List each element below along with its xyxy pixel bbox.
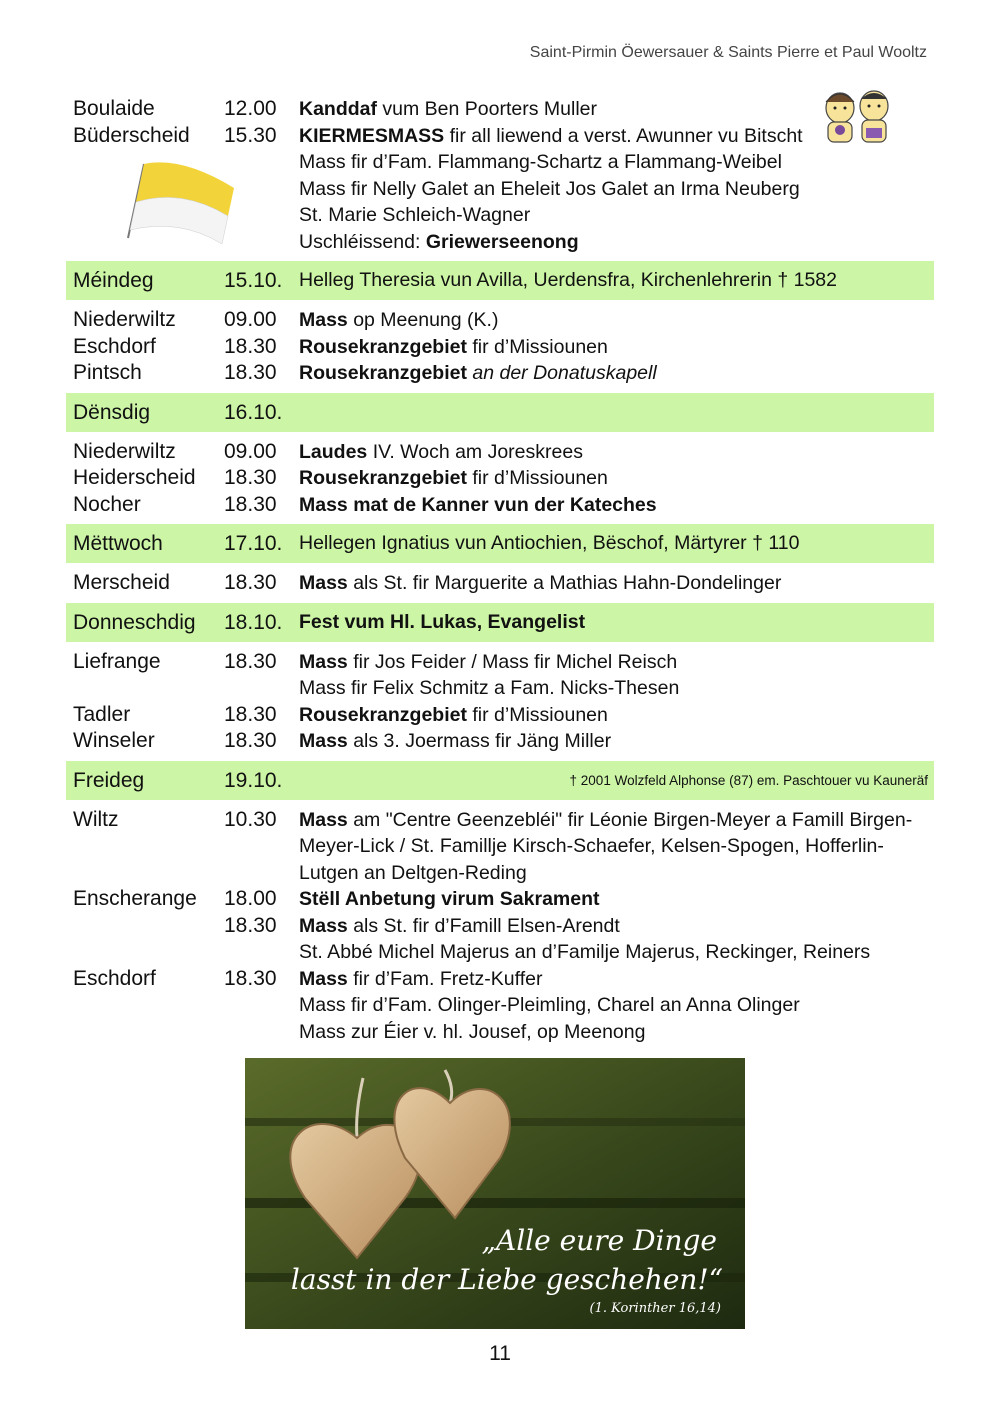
parish-name: Liefrange [73, 649, 161, 673]
schedule-row [66, 966, 934, 993]
schedule-row [66, 307, 934, 334]
mass-time: 09.00 [224, 439, 277, 463]
saint-of-day: Fest vum Hl. Lukas, Evangelist [299, 610, 586, 633]
intention-text: Rousekranzgebiet fir d’Missiounen [299, 703, 608, 726]
mass-time: 18.00 [224, 887, 277, 910]
intention-text: Mass als 3. Joermass fir Jäng Miller [299, 730, 612, 752]
intention-text: Rousekranzgebiet fir d’Missiounen [299, 335, 608, 358]
mass-time: 12.00 [224, 97, 277, 120]
parish-name: Enscherange [73, 887, 197, 910]
mass-time: 18.30 [224, 649, 277, 673]
intention-text: Mass als St. fir d’Famill Elsen-Arendt [299, 914, 620, 937]
intention-text: Mass fir Jos Feider / Mass fir Michel Reisch [299, 650, 678, 673]
parish-name: Merscheid [73, 571, 170, 594]
intention-text: KIERMESMASS fir all liewend a verst. Awunner vu Bitscht [299, 124, 803, 147]
day-name: Dënsdig [73, 400, 151, 424]
intention-text: Mass am "Centre Geenzebléi" fir Léonie Birgen-Meyer a Famill Birgen- [299, 808, 913, 831]
saint-of-day: Helleg Theresia vun Avilla, Uerdensfra, Kirchenlehrerin † 1582 [299, 269, 838, 291]
parish-name: Nocher [73, 492, 141, 516]
day-header-band [66, 603, 934, 642]
mass-time: 09.00 [224, 308, 277, 331]
schedule-row [66, 913, 934, 940]
quote-reference: (1. Korinther 16,14) [589, 1301, 721, 1316]
mass-time: 18.30 [224, 571, 277, 594]
intention-text: Mass fir d’Fam. Olinger-Pleimling, Charel an Anna Olinger [299, 994, 800, 1016]
schedule-row [66, 860, 934, 887]
saint-of-day: Hellegen Ignatius vun Antiochien, Bëschof, Märtyrer † 110 [299, 532, 800, 554]
day-date: 18.10. [224, 610, 283, 634]
intention-text: Rousekranzgebiet an der Donatuskapell [299, 362, 657, 384]
schedule-row [66, 360, 934, 387]
intention-text: Mass op Meenung (K.) [299, 309, 499, 331]
schedule-row [66, 439, 934, 466]
parish-name: Niederwiltz [73, 439, 176, 463]
parish-name: Eschdorf [73, 966, 156, 990]
day-name: Freideg [73, 768, 145, 792]
schedule-row [66, 229, 934, 256]
schedule-row [66, 334, 934, 361]
mass-time: 18.30 [224, 966, 277, 990]
schedule-row [66, 465, 934, 492]
mass-time: 18.30 [224, 492, 277, 516]
parish-name: Boulaide [73, 97, 155, 120]
day-header-band [66, 261, 934, 300]
intention-text: Mass fir Felix Schmitz a Fam. Nicks-Thesen [299, 677, 680, 699]
intention-text: Uschléissend: Griewerseenong [299, 230, 579, 253]
mass-time: 10.30 [224, 807, 277, 831]
parish-name: Tadler [73, 702, 131, 726]
anniversary-note: † 2001 Wolzfeld Alphonse (87) em. Paschtouer vu Kauneräf [569, 772, 928, 788]
schedule-row [66, 570, 934, 597]
mass-schedule [66, 96, 934, 1045]
intention-text: Mass zur Éier v. hl. Jousef, op Meenong [299, 1020, 646, 1043]
intention-text: Laudes IV. Woch am Joreskrees [299, 440, 583, 463]
parish-name: Niederwiltz [73, 308, 176, 331]
day-date: 17.10. [224, 532, 283, 555]
schedule-row [66, 1019, 934, 1046]
parish-name: Eschdorf [73, 334, 156, 358]
mass-time: 15.30 [224, 123, 277, 147]
parish-name: Pintsch [73, 361, 142, 384]
schedule-row [66, 807, 934, 834]
intention-text: Mass fir Nelly Galet an Eheleit Jos Galet an Irma Neuberg [299, 177, 800, 200]
schedule-row [66, 992, 934, 1019]
day-date: 16.10. [224, 400, 283, 424]
parish-name: Winseler [73, 729, 155, 752]
day-name: Méindeg [73, 269, 154, 292]
schedule-row [66, 886, 934, 913]
day-name: Mëttwoch [73, 532, 163, 555]
day-header-band [66, 393, 934, 432]
quote-line-2: lasst in der Liebe geschehen!“ [290, 1263, 723, 1296]
day-name: Donneschdig [73, 610, 196, 634]
intention-text: Kanddaf vum Ben Poorters Muller [299, 98, 597, 120]
intention-text: Rousekranzgebiet fir d’Missiounen [299, 467, 608, 489]
schedule-row [66, 123, 934, 150]
mass-time: 18.30 [224, 913, 277, 937]
mass-time: 18.30 [224, 702, 277, 726]
schedule-row [66, 492, 934, 519]
schedule-row [66, 833, 934, 860]
intention-text: Mass mat de Kanner vun der Kateches [299, 493, 657, 516]
schedule-row [66, 649, 934, 676]
schedule-row [66, 939, 934, 966]
day-header-band [66, 761, 934, 800]
parish-name: Wiltz [73, 807, 119, 831]
schedule-row [66, 176, 934, 203]
schedule-row [66, 149, 934, 176]
intention-text: Lutgen an Deltgen-Reding [299, 861, 527, 884]
hearts-photo [245, 1058, 745, 1329]
intention-text: St. Abbé Michel Majerus an d’Familje Majerus, Reckinger, Reiners [299, 941, 871, 963]
quote-line-1: „Alle eure Dinge [481, 1224, 717, 1257]
schedule-row [66, 96, 934, 123]
intention-text: Meyer-Lick / St. Famillje Kirsch-Schaefer, Kelsen-Spogen, Hofferlin- [299, 835, 884, 857]
day-header-band [66, 524, 934, 563]
parish-name: Heiderscheid [73, 466, 196, 489]
intention-text: Mass fir d’Fam. Fretz-Kuffer [299, 967, 543, 990]
day-date: 15.10. [224, 269, 283, 292]
page-number: 11 [489, 1342, 511, 1365]
parish-name: Büderscheid [73, 123, 190, 147]
intention-text: St. Marie Schleich-Wagner [299, 204, 531, 226]
mass-time: 18.30 [224, 466, 277, 489]
intention-text: Stëll Anbetung virum Sakrament [299, 888, 600, 910]
intention-text: Mass fir d’Fam. Flammang-Schartz a Flammang-Weibel [299, 151, 782, 173]
page-header: Saint-Pirmin Öewersauer & Saints Pierre et Paul Wooltz [529, 44, 927, 61]
mass-time: 18.30 [224, 361, 277, 384]
intention-text: Mass als St. fir Marguerite a Mathias Hahn-Dondelinger [299, 572, 782, 594]
schedule-row [66, 675, 934, 702]
schedule-row [66, 702, 934, 729]
day-date: 19.10. [224, 768, 283, 792]
mass-time: 18.30 [224, 729, 277, 752]
mass-time: 18.30 [224, 334, 277, 358]
schedule-row [66, 202, 934, 229]
schedule-row [66, 728, 934, 755]
